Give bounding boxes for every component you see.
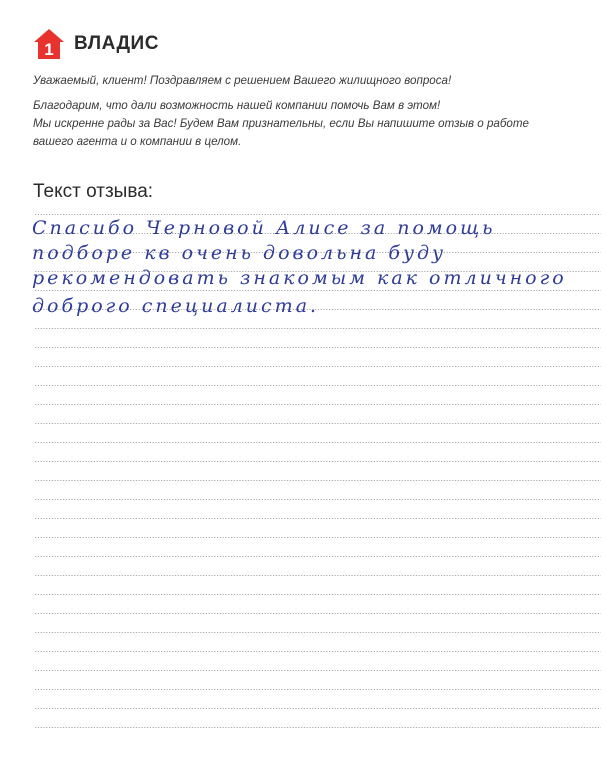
brand-name: ВЛАДИС (74, 33, 159, 54)
logo-number: 1 (44, 40, 54, 59)
handwritten-line: рекомендовать знакомым как отличного (32, 267, 567, 289)
ruled-lines (35, 212, 603, 752)
brand-logo (32, 27, 159, 61)
house-key-icon (32, 27, 66, 61)
intro-line-1: Благодарим, что дали возможность нашей компании помочь Вам в этом! (33, 99, 441, 112)
intro-line-3: вашего агента и о компании в целом. (33, 135, 242, 148)
review-title: Текст отзыва: (33, 181, 154, 202)
handwritten-line: доброго специалиста. (32, 295, 320, 317)
handwritten-line: подборе кв очень довольна буду (32, 242, 447, 264)
handwritten-line: Спасибо Черновой Алисе за помощь (32, 217, 496, 239)
intro-text (33, 72, 593, 151)
intro-line-2: Мы искренне рады за Вас! Будем Вам признательны, если Вы напишите отзыв о работе (33, 117, 529, 130)
greeting: Уважаемый, клиент! Поздравляем с решением Вашего жилищного вопроса! (33, 74, 452, 87)
